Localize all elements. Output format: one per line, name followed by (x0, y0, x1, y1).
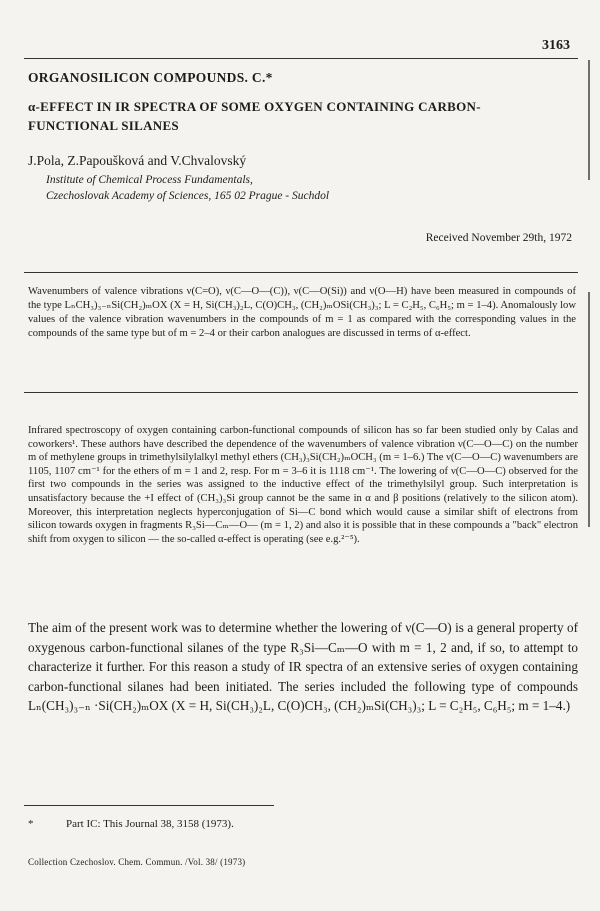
abstract-top-rule (24, 272, 578, 273)
author-list: J.Pola, Z.Papoušková and V.Chvalovský (28, 153, 247, 168)
journal-citation: Collection Czechoslov. Chem. Commun. /Vol. 38/ (1973) (28, 857, 246, 867)
abstract-bottom-rule (24, 392, 578, 393)
series-title: ORGANOSILICON COMPOUNDS. C.* (28, 70, 273, 85)
footnote-text: Part IC: This Journal 38, 3158 (1973). (66, 818, 234, 830)
received-date: Received November 29th, 1972 (425, 232, 572, 244)
footnote-rule (24, 805, 274, 806)
page-number: 3163 (542, 38, 570, 53)
scan-edge-line-bottom (588, 292, 590, 527)
affiliation-line-1: Institute of Chemical Process Fundamentals, (46, 174, 253, 186)
article-title: α-EFFECT IN IR SPECTRA OF SOME OXYGEN CONTAINING CARBON-FUNCTIONAL SILANES (28, 99, 481, 133)
footnote-mark: * (28, 818, 34, 830)
header-rule (24, 58, 578, 59)
body-paragraph-1: Infrared spectroscopy of oxygen containing carbon-functional compounds of silicon has so far been studied only by Calas and coworkers¹. These authors have described the dependence of the wavenumbers of valence vibration ν(C—O—C) on the number m of methylene groups in trimethylsilylalkyl methyl ethers (CH₃)₃Si(CH₂)ₘOCH₃ (m = 1–6.) The ν(C—O—C) wavenumbers are 1105, 1107 cm⁻¹ for the ethers of m = 1 and 2, resp. For m = 3–6 it is 1118 cm⁻¹. The lowering of ν(C—O—C) observed for the first two compounds in the series was assigned to the inductive effect of the trimethylsilyl group. Such interpretation is unsatisfactory because the +I effect of (CH₃)₃Si group cannot be the same in α and β positions (relatively to the silicon atom). Moreover, this interpretation neglects hyperconjugation of Si—C bond which would cause a similar shift of electrons from silicon towards oxygen in fragments R₃Si—Cₘ—O— (m = 1, 2) and also it is possible that in these compounds a "back" electron shift from oxygen to silicon — the so-called α-effect is operating (see e.g.²⁻⁵). (28, 425, 578, 545)
abstract: Wavenumbers of valence vibrations ν(C=O), ν(C—O—(C)), ν(C—O(Si)) and ν(O—H) have been measured in compounds of the type LₙCH₃)₃₋ₙSi(CH₂)ₘOX (X = H, Si(CH₃)₂L, C(O)CH₃, (CH₂)ₘOSi(CH₃)₃; L = C₂H₅, C₆H₅; m = 1–4). Anomalously low values of the valence vibration wavenumbers in the compounds of m = 1 as compared with the corresponding values in the compounds of the same type but of m = 2–4 or their carbon analogues are discussed in terms of α-effect. (28, 286, 576, 339)
body-paragraph-2: The aim of the present work was to determine whether the lowering of ν(C—O) is a general property of oxygenous carbon-functional silanes of the type R₃Si—Cₘ—O with m = 1, 2 and, if so, to attempt to characterize it further. For this reason a study of IR spectra of an extensive series of oxygen containing carbon-functional silanes had been initiated. The series included the following type of compounds Lₙ(CH₃)₃₋ₙ ·Si(CH₂)ₘOX (X = H, Si(CH₃)₂L, C(O)CH₃, (CH₂)ₘSi(CH₃)₃; L = C₂H₅, C₆H₅; m = 1–4.) (28, 620, 578, 714)
affiliation-line-2: Czechoslovak Academy of Sciences, 165 02 Prague - Suchdol (46, 190, 330, 202)
scan-edge-line-top (588, 60, 590, 180)
footnote (28, 818, 234, 830)
affiliation (46, 172, 546, 204)
